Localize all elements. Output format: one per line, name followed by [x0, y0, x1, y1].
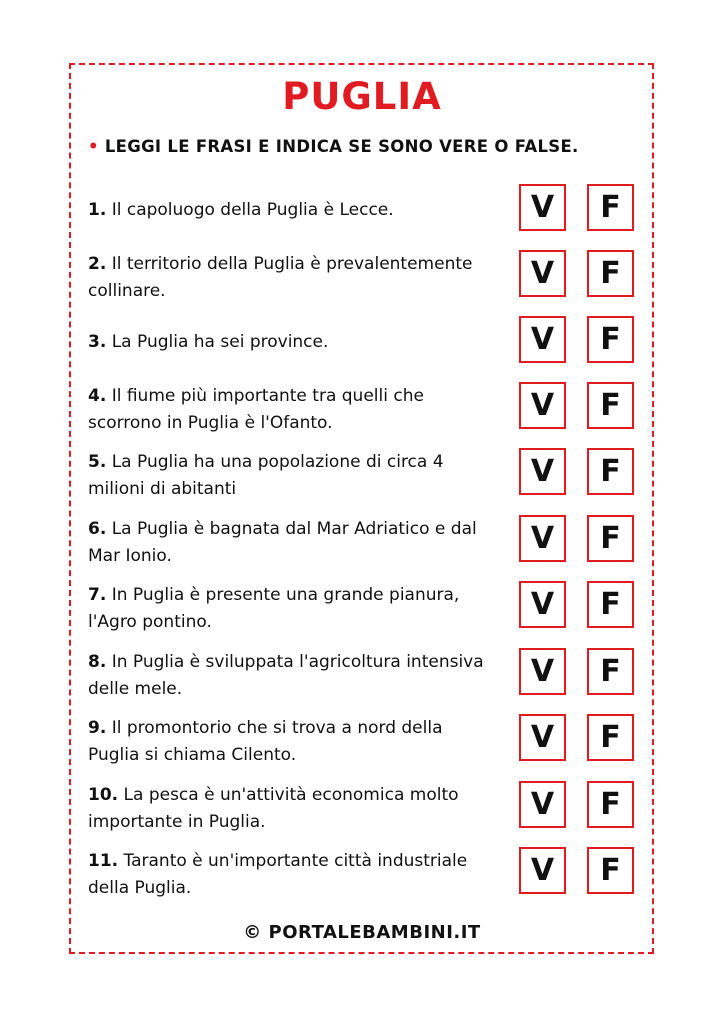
question-statement: Il capoluogo della Puglia è Lecce.: [111, 200, 394, 220]
false-answer-box[interactable]: F: [587, 250, 634, 297]
false-answer-box[interactable]: F: [587, 581, 634, 628]
question-number: 8.: [88, 652, 107, 672]
false-answer-box[interactable]: F: [587, 847, 634, 894]
true-answer-box[interactable]: V: [519, 184, 566, 231]
question-text: [88, 251, 498, 305]
question-text: [88, 329, 498, 356]
question-number: 6.: [88, 519, 107, 539]
question-statement: Il territorio della Puglia è prevalentemente collinare.: [88, 254, 473, 301]
question-number: 11.: [88, 851, 119, 871]
question-statement: La Puglia ha una popolazione di circa 4 milioni di abitanti: [88, 452, 444, 499]
true-answer-box[interactable]: V: [519, 847, 566, 894]
footer-copyright: © PORTALEBAMBINI.IT: [243, 922, 481, 943]
false-answer-box[interactable]: F: [587, 781, 634, 828]
question-text: [88, 782, 498, 836]
question-statement: La Puglia ha sei province.: [111, 332, 329, 352]
true-answer-box[interactable]: V: [519, 781, 566, 828]
question-number: 9.: [88, 718, 107, 738]
question-number: 2.: [88, 254, 107, 274]
question-statement: Il promontorio che si trova a nord della Puglia si chiama Cilento.: [88, 718, 443, 765]
question-number: 4.: [88, 386, 107, 406]
question-text: [88, 582, 498, 636]
question-statement: Taranto è un'importante città industriale della Puglia.: [88, 851, 468, 898]
question-number: 3.: [88, 332, 107, 352]
bullet-icon: •: [88, 137, 99, 156]
false-answer-box[interactable]: F: [587, 184, 634, 231]
false-answer-box[interactable]: F: [587, 714, 634, 761]
question-text: [88, 383, 498, 437]
true-answer-box[interactable]: V: [519, 515, 566, 562]
true-answer-box[interactable]: V: [519, 714, 566, 761]
question-number: 10.: [88, 785, 119, 805]
true-answer-box[interactable]: V: [519, 250, 566, 297]
question-text: [88, 848, 498, 902]
question-text: [88, 449, 498, 503]
question-text: [88, 649, 498, 703]
true-answer-box[interactable]: V: [519, 648, 566, 695]
false-answer-box[interactable]: F: [587, 382, 634, 429]
question-statement: In Puglia è sviluppata l'agricoltura intensiva delle mele.: [88, 652, 484, 699]
instruction-text: LEGGI LE FRASI E INDICA SE SONO VERE O FALSE.: [104, 137, 579, 156]
false-answer-box[interactable]: F: [587, 448, 634, 495]
question-text: [88, 516, 498, 570]
question-statement: Il fiume più importante tra quelli che scorrono in Puglia è l'Ofanto.: [88, 386, 424, 433]
question-number: 7.: [88, 585, 107, 605]
question-number: 1.: [88, 200, 107, 220]
true-answer-box[interactable]: V: [519, 316, 566, 363]
question-text: [88, 715, 498, 769]
question-number: 5.: [88, 452, 107, 472]
question-statement: In Puglia è presente una grande pianura, l'Agro pontino.: [88, 585, 460, 632]
true-answer-box[interactable]: V: [519, 382, 566, 429]
question-statement: La pesca è un'attività economica molto importante in Puglia.: [88, 785, 459, 832]
question-statement: La Puglia è bagnata dal Mar Adriatico e dal Mar Ionio.: [88, 519, 477, 566]
true-answer-box[interactable]: V: [519, 448, 566, 495]
true-answer-box[interactable]: V: [519, 581, 566, 628]
instruction: [88, 137, 579, 156]
question-text: [88, 197, 498, 224]
false-answer-box[interactable]: F: [587, 316, 634, 363]
page-title: PUGLIA: [282, 75, 442, 118]
false-answer-box[interactable]: F: [587, 648, 634, 695]
false-answer-box[interactable]: F: [587, 515, 634, 562]
